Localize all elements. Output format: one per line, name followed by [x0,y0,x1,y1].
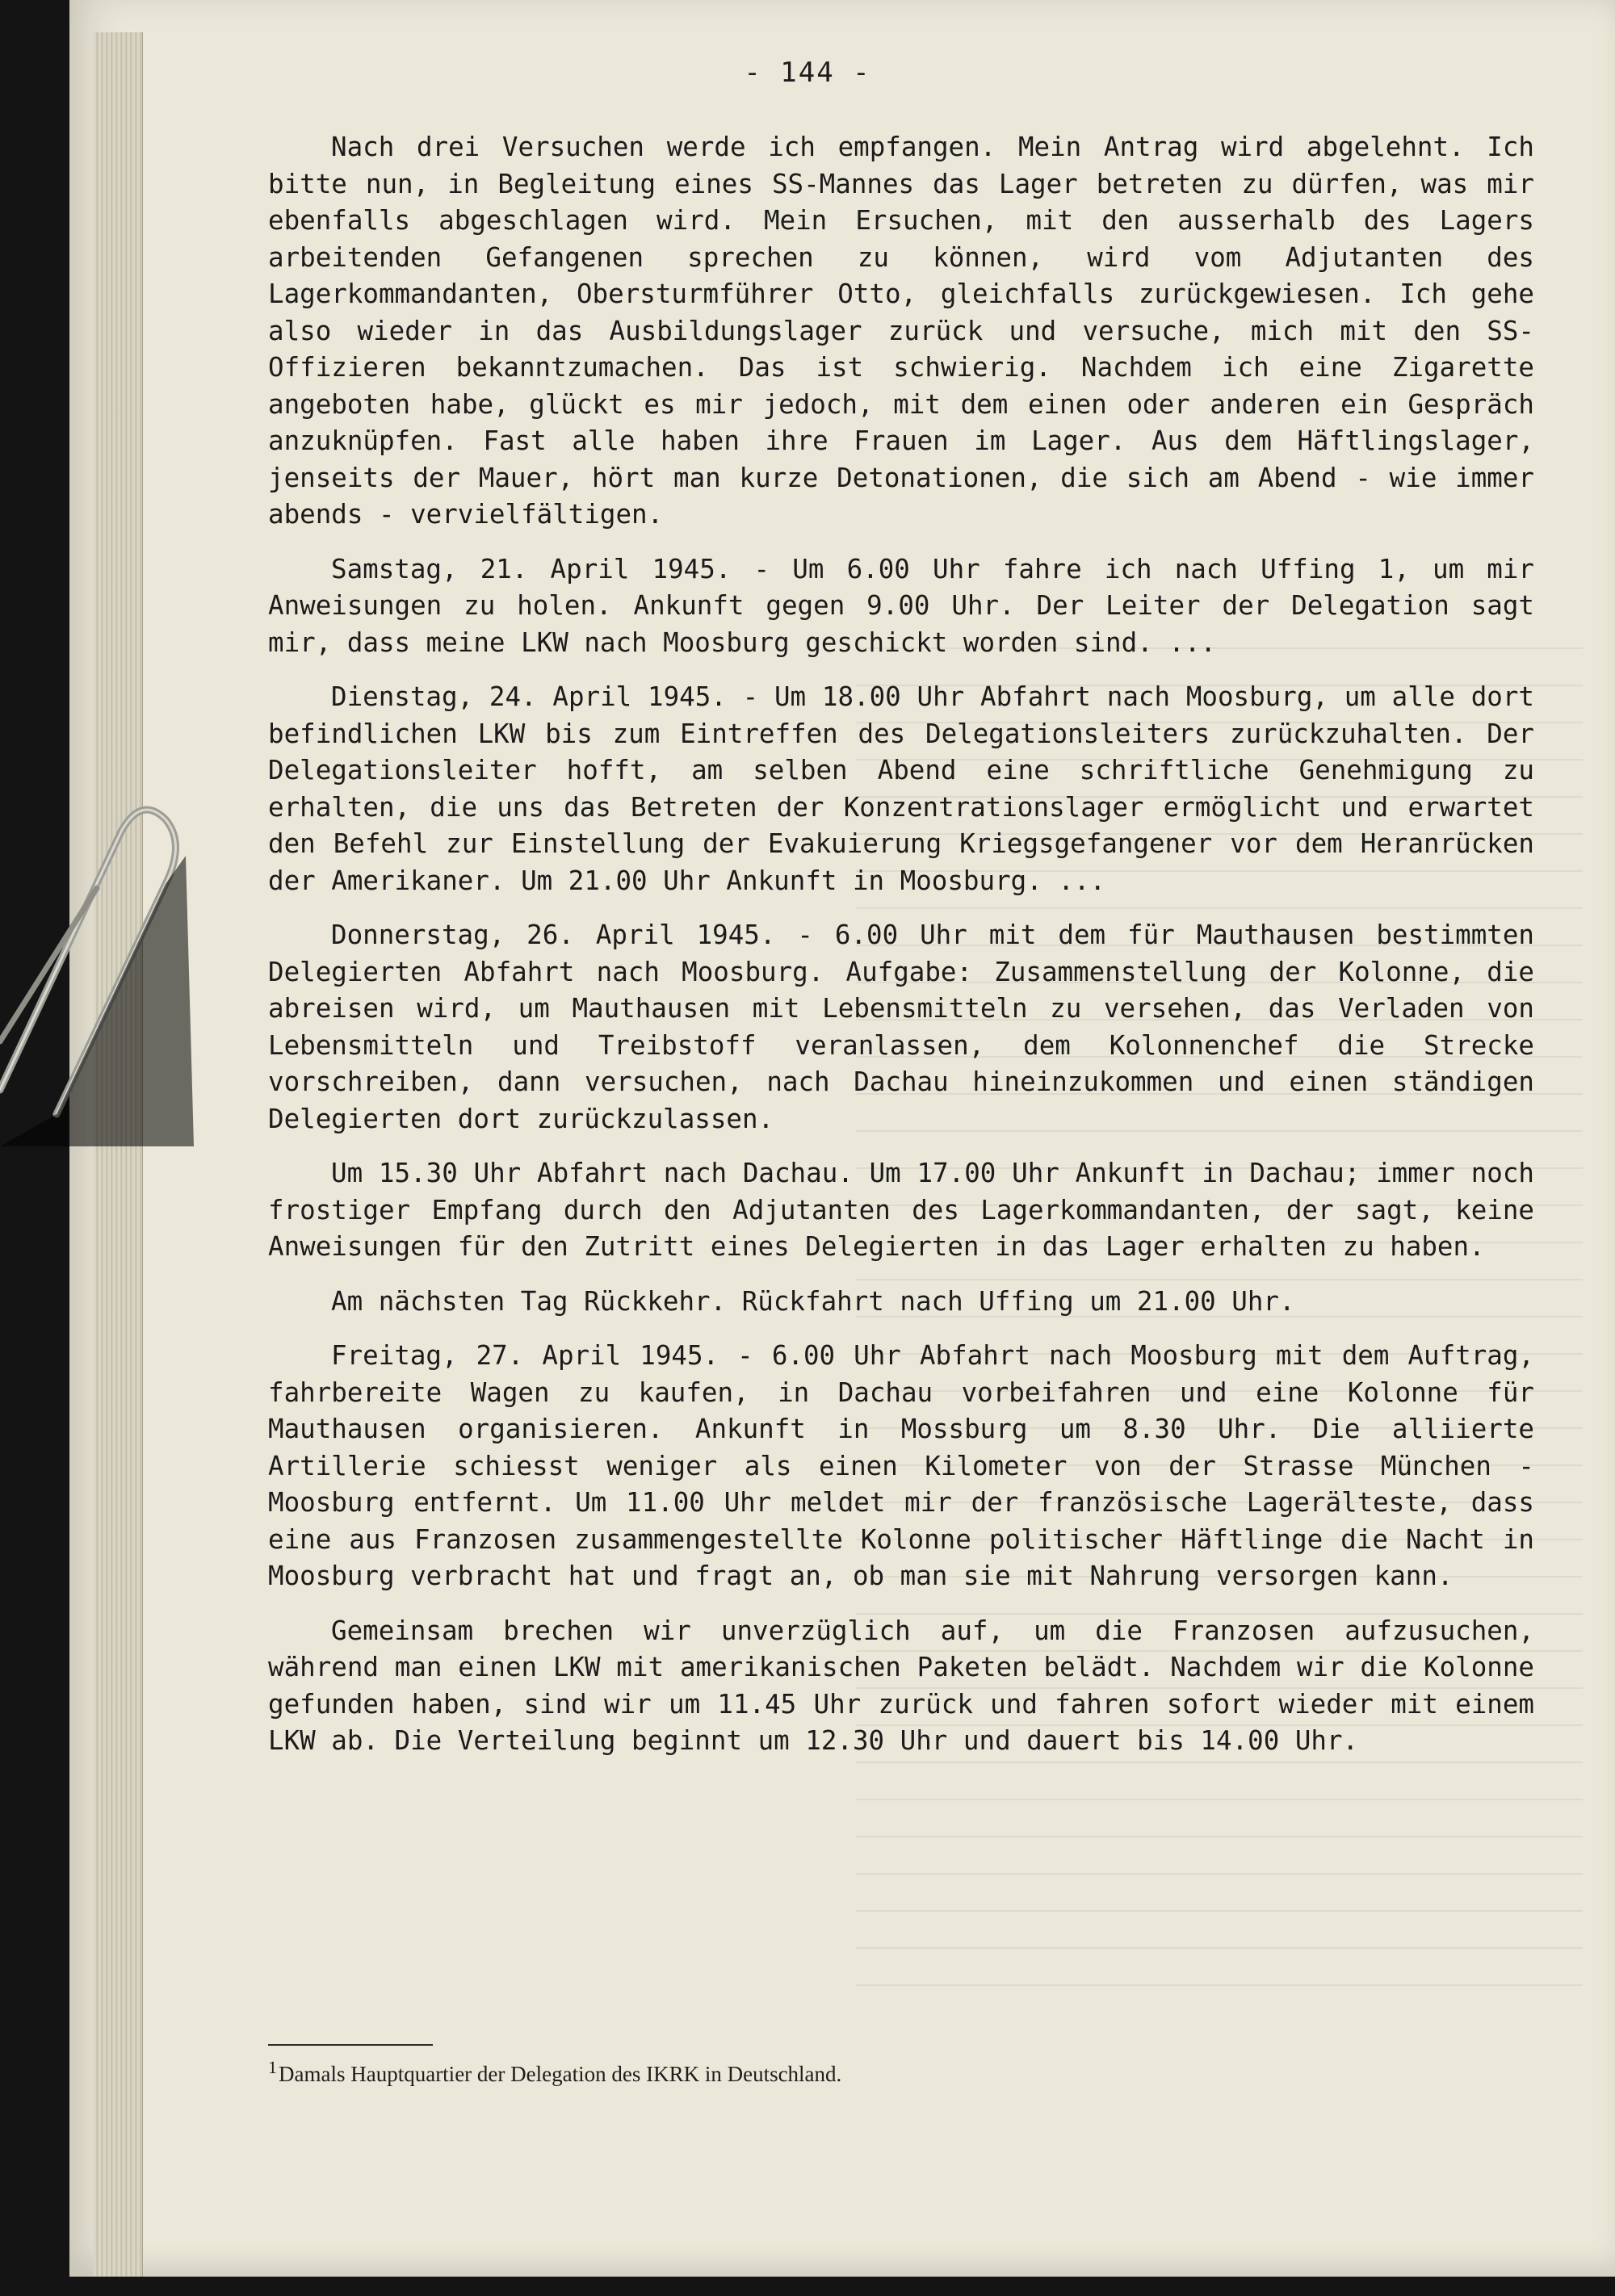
footnote-text: Damals Hauptquartier der Delegation des IKRK in Deutschland. [279,2062,842,2086]
paperclip-graphic [0,799,194,1146]
paragraph: Nach drei Versuchen werde ich empfangen. Mein Antrag wird abgelehnt. Ich bitte nun, in Begleitung eines SS-Mannes das Lager betreten zu dürfen, was mir ebenfalls abgeschlagen wird. Mein Ersuchen, mit den ausserhalb des Lagers arbeitenden Gefangenen sprechen zu können, wird vom Adjutanten des Lagerkommandanten, Obersturmführer Otto, gleichfalls zurückgewiesen. Ich gehe also wieder in das Ausbildungslager zurück und versuche, mich mit den SS-Offizieren bekanntzumachen. Das ist schwierig. Nachdem ich eine Zigarette angeboten habe, glückt es mir jedoch, mit dem einen oder anderen ein Gespräch anzuknüpfen. Fast alle haben ihre Frauen im Lager. Aus dem Häftlingslager, jenseits der Mauer, hört man kurze Detonationen, die sich am Abend - wie immer abends - vervielfältigen. [268,132,1534,530]
page-edges [94,32,143,2277]
footnote-rule [268,2044,433,2046]
paperclip-icon [0,799,194,1146]
footnote [268,2057,1479,2087]
paragraph: Freitag, 27. April 1945. - 6.00 Uhr Abfahrt nach Moosburg mit dem Auftrag, fahrbereite Wagen zu kaufen, in Dachau vorbeifahren und eine Kolonne für Mauthausen organisieren. Ankunft in Mossburg um 8.30 Uhr. Die alliierte Artillerie schiesst weniger als einen Kilometer von der Strasse München - Moosburg entfernt. Um 11.00 Uhr meldet mir der französische Lagerälteste, dass eine aus Franzosen zusammengestellte Kolonne politischer Häftlinge die Nacht in Moosburg verbracht hat und fragt an, ob man sie mit Nahrung versorgen kann. [268,1340,1534,1591]
page-number: - 144 - [744,57,871,89]
paragraph: Samstag, 21. April 1945. - Um 6.00 Uhr fahre ich nach Uffing 1, um mir Anweisungen zu holen. Ankunft gegen 9.00 Uhr. Der Leiter der Delegation sagt mir, dass meine LKW nach Moosburg geschickt worden sind. ... [268,553,1534,658]
paragraph: Gemeinsam brechen wir unverzüglich auf, um die Franzosen aufzusuchen, während man einen LKW mit amerikanischen Paketen belädt. Nachdem wir die Kolonne gefunden haben, sind wir um 11.45 Uhr zurück und fahren sofort wieder mit einem LKW ab. Die Verteilung beginnt um 12.30 Uhr und dauert bis 14.00 Uhr. [268,1615,1534,1756]
paragraph: Um 15.30 Uhr Abfahrt nach Dachau. Um 17.00 Uhr Ankunft in Dachau; immer noch frostiger Empfang durch den Adjutanten des Lagerkommandanten, der sagt, keine Anweisungen für den Zutritt eines Delegierten in das Lager erhalten zu haben. [268,1158,1534,1262]
paragraph: Dienstag, 24. April 1945. - Um 18.00 Uhr Abfahrt nach Moosburg, um alle dort befindlichen LKW bis zum Eintreffen des Delegationsleiters zurückzuhalten. Der Delegationsleiter hofft, am selben Abend eine schriftliche Genehmigung zu erhalten, die uns das Betreten der Konzentrationslager ermöglicht und erwartet den Befehl zur Einstellung der Evakuierung Kriegsgefangener vor dem Heranrücken der Amerikaner. Um 21.00 Uhr Ankunft in Moosburg. ... [268,681,1534,896]
body-text [268,129,1534,1778]
footnote-mark: 1 [268,2057,277,2077]
paragraph: Am nächsten Tag Rückkehr. Rückfahrt nach Uffing um 21.00 Uhr. [331,1285,1295,1317]
paragraph: Donnerstag, 26. April 1945. - 6.00 Uhr mit dem für Mauthausen bestimmten Delegierten Abfahrt nach Moosburg. Aufgabe: Zusammenstellung der Kolonne, die abreisen wird, um Mauthausen mit Lebensmitteln zu versehen, das Verladen von Lebensmitteln und Treibstoff veranlassen, dem Kolonnenchef die Strecke vorschreiben, dann versuchen, nach Dachau hineinzukommen und einen ständigen Delegierten dort zurückzulassen. [268,920,1534,1134]
